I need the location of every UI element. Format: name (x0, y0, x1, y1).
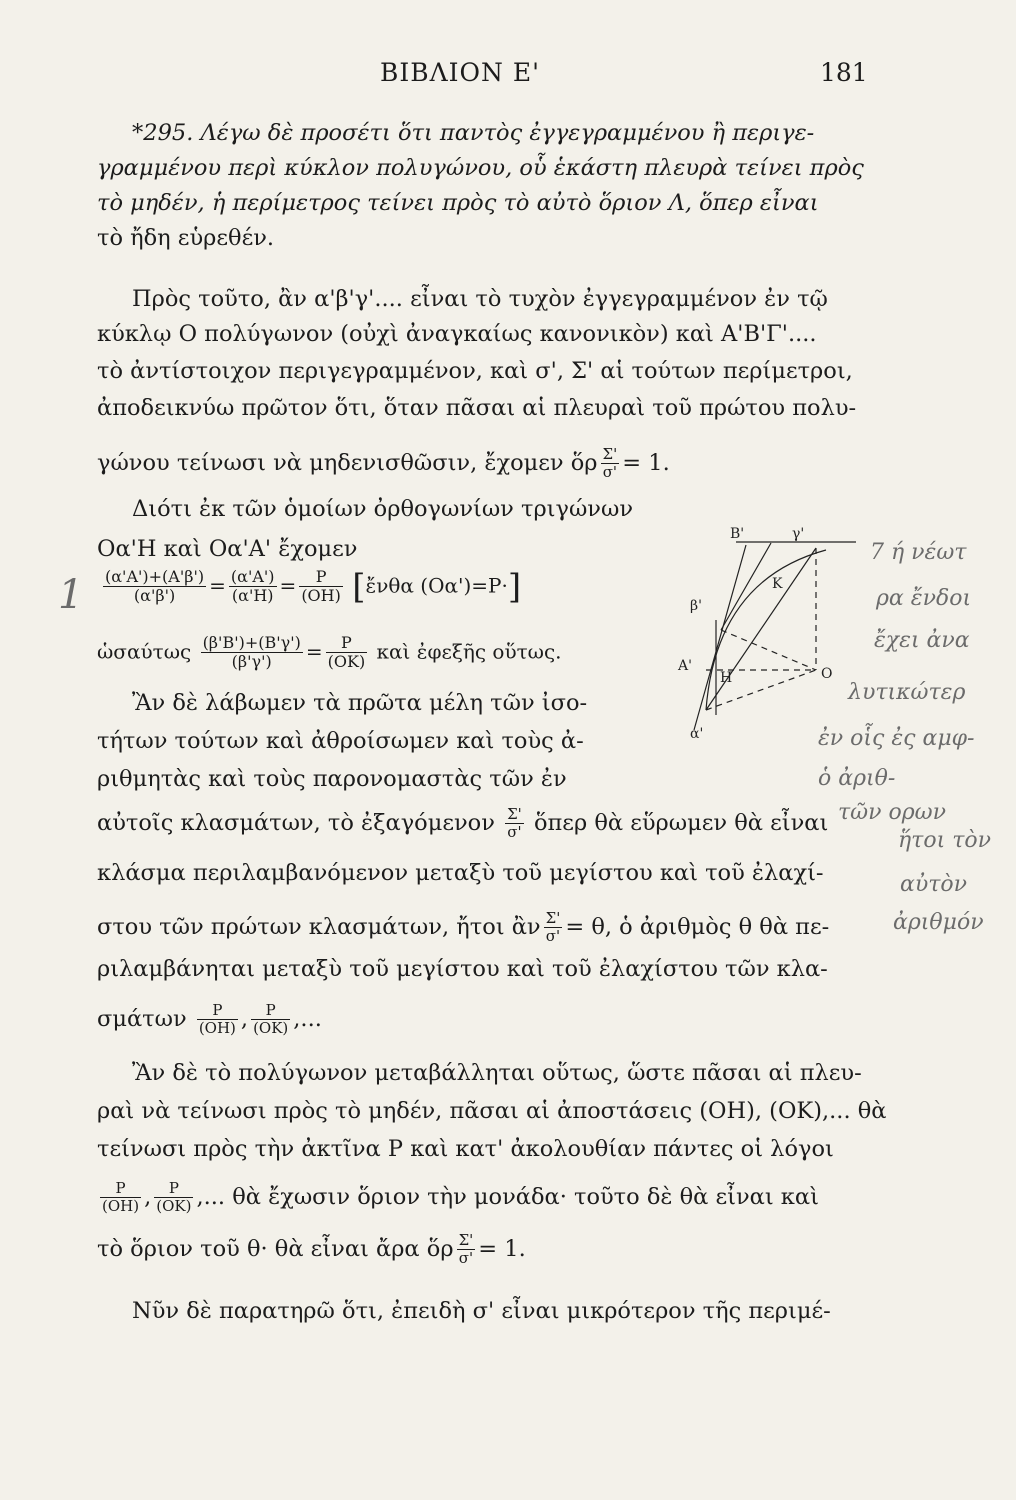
text-span: στου τῶν πρώτων κλασμάτων, ἤτοι ἂν (97, 913, 541, 940)
fraction-S-over-s (457, 1232, 476, 1268)
text-line: τείνωσι πρὸς τὴν ἀκτῖνα Ρ καὶ κατ' ἀκολουθίαν πάντες οἱ λόγοι (97, 1136, 834, 1162)
label-A: Α' (678, 658, 692, 674)
bracket: [ (352, 566, 366, 607)
margin-note: 1 (58, 572, 84, 618)
running-header (0, 58, 1016, 92)
numerator: (β'Β')+(Β'γ') (202, 633, 301, 652)
chapter-title: ΒΙΒΛΙΟΝ Ε' (380, 58, 540, 87)
text-span: = 1. (622, 449, 670, 476)
text-span: γώνου τείνωσι νὰ μηδενισθῶσιν, ἔχομεν ὅρ (97, 449, 598, 476)
margin-note: ἔχει ἀνα (874, 628, 970, 653)
text-line-with-fractions: $\frac{P}{(OH)}$ , $\frac{P}{(OK)}$ ,... θὰ ἔχωσιν ὅριον τὴν μονάδα· τοῦτο δὲ θὰ εἶναι καὶ (102, 1179, 819, 1216)
denominator: σ' (545, 927, 561, 946)
denominator: (ΟΚ) (327, 652, 366, 672)
theorem-line-3: τὸ μηδέν, ἡ περίμετρος τείνει πρὸς τὸ αὐτὸ ὅριον Λ, ὅπερ εἶναι (97, 190, 819, 216)
numerator: Σ' (545, 909, 561, 927)
text-span: ὅπερ θὰ εὕρωμεν θὰ εἶναι (533, 809, 829, 836)
margin-note: λυτικώτερ (848, 680, 966, 705)
text-line: Πρὸς τοῦτο, ἂν α'β'γ'.... εἶναι τὸ τυχὸν ἐγγεγραμμένον ἐν τῷ (132, 286, 828, 312)
text-line-with-limit (97, 1232, 526, 1268)
text-line: ριθμητὰς καὶ τοὺς παρονομαστὰς τῶν ἐν (97, 766, 567, 792)
denominator: (ΟΗ) (102, 1197, 140, 1216)
text-span: ὡσαύτως (97, 639, 192, 664)
numerator: Σ' (458, 1231, 474, 1249)
label-H: Η (720, 670, 733, 686)
text-span: τὸ ὅριον τοῦ θ· θὰ εἶναι ἄρα ὅρ (97, 1235, 454, 1262)
theorem-line-1: *295. Λέγω δὲ προσέτι ὅτι παντὸς ἐγγεγραμμένου ἢ περιγε- (132, 120, 815, 146)
numerator: Ρ (326, 634, 368, 653)
fraction-P-over-OH (100, 1180, 141, 1216)
label-b: β' (690, 598, 702, 614)
text-line-with-limit (97, 446, 670, 482)
text-line: ριλαμβάνηται μεταξὺ τοῦ μεγίστου καὶ τοῦ ἐλαχίστου τῶν κλα- (97, 956, 828, 982)
text-line: τήτων τούτων καὶ ἀθροίσωμεν καὶ τοὺς ἀ- (97, 728, 584, 754)
theorem-line-4: τὸ ἤδη εὑρεθέν. (97, 225, 275, 251)
text-line: Νῦν δὲ παρατηρῶ ὅτι, ἐπειδὴ σ' εἶναι μικρότερον τῆς περιμέ- (132, 1298, 831, 1324)
margin-note: 7 ή νέωτ (870, 540, 967, 565)
equation-1: $\frac{(\alpha'A')+(A'\beta')}{(\alpha'\beta')}$ = $\frac{(\alpha'A')}{(\alpha'H)}$ = $\frac{P}{(OH)}$ [ἔνθα (Οα')=Ρ·] (105, 566, 522, 607)
margin-note: ἐν οἷς ἐς αμφ- (818, 726, 975, 751)
tangent-line-left (694, 545, 746, 730)
fraction-S-over-s (544, 910, 563, 946)
text-line: Ἂν δὲ λάβωμεν τὰ πρῶτα μέλη τῶν ἰσο- (132, 690, 588, 716)
text-line-with-fraction (97, 910, 829, 946)
fraction-S-over-s (505, 806, 524, 842)
text-span: σμάτων (97, 1005, 187, 1032)
text-span: = 1. (478, 1235, 526, 1262)
text-span: καὶ ἐφεξῆς οὕτως. (376, 639, 562, 664)
denominator: (α'Η) (231, 586, 274, 606)
denominator: σ' (458, 1249, 474, 1268)
page-number: 181 (820, 58, 868, 87)
margin-note: ἥτοι τὸν (898, 828, 992, 853)
label-O: Ο (821, 666, 833, 682)
fraction-P-over-OH (197, 1002, 238, 1038)
circle-arc (706, 550, 826, 710)
numerator: Σ' (602, 445, 618, 463)
text-line: Διότι ἐκ τῶν ὁμοίων ὀρθογωνίων τριγώνων (132, 496, 633, 522)
label-g: γ' (792, 526, 805, 542)
text-line-with-fraction (97, 806, 828, 842)
text-span: = θ, ὁ ἀριθμὸς θ θὰ πε- (565, 913, 830, 940)
fraction (201, 634, 303, 672)
numerator: Σ' (507, 805, 522, 823)
label-a: α' (690, 726, 704, 742)
text-line: Ἂν δὲ τὸ πολύγωνον μεταβάλληται οὕτως, ὥστε πᾶσαι αἱ πλευ- (132, 1060, 862, 1086)
denominator: σ' (602, 463, 618, 482)
line-b-O (721, 630, 816, 670)
text-span: αὐτοῖς κλασμάτων, τὸ ἐξαγόμενον (97, 809, 495, 836)
fraction-P-over-OK (154, 1180, 193, 1216)
numerator: (α'Α')+(Α'β') (105, 567, 205, 586)
denominator: (ΟΗ) (198, 1019, 236, 1038)
denominator: (ΟΚ) (253, 1019, 289, 1038)
numerator: Ρ (154, 1180, 193, 1198)
bracket: ] (507, 566, 522, 607)
numerator: Ρ (251, 1002, 290, 1020)
denominator: (β'γ') (231, 652, 272, 672)
text-line: κύκλῳ Ο πολύγωνον (οὐχὶ ἀναγκαίως κανονικὸν) καὶ Α'Β'Γ'.... (97, 321, 817, 347)
text-line: Οα'Η καὶ Οα'Α' ἔχομεν (97, 536, 358, 562)
text-line: τὸ ἀντίστοιχον περιγεγραμμένον, καὶ σ', Σ' αἱ τούτων περίμετροι, (97, 358, 853, 384)
equation-2: ὡσαύτως $\frac{(\beta'B')+(B'\gamma')}{(\beta'\gamma')}$ = $\frac{P}{(OK)}$ καὶ ἐφεξῆς οὕτως. (97, 633, 562, 672)
text-span: ,... θὰ ἔχωσιν ὅριον τὴν μονάδα· τοῦτο δὲ θὰ εἶναι καὶ (196, 1183, 819, 1210)
denominator: σ' (507, 823, 522, 842)
label-K: Κ (772, 576, 783, 592)
theorem-line-2: γραμμένου περὶ κύκλον πολυγώνου, οὗ ἑκάστη πλευρὰ τείνει πρὸς (97, 155, 864, 181)
text-span: ,... (293, 1005, 322, 1032)
fraction (326, 634, 368, 672)
equation-note: ἔνθα (Οα')=Ρ· (365, 573, 508, 598)
chord-b-g (721, 543, 771, 630)
fraction-S-over-s (601, 446, 620, 482)
text-line-with-fractions: σμάτων $\frac{P}{(OH)}$ , $\frac{P}{(OK)}$ ,... (97, 1001, 322, 1038)
fraction (299, 568, 343, 606)
numerator: (α'Α') (230, 567, 275, 586)
numerator: Ρ (299, 568, 343, 587)
fraction (103, 568, 206, 606)
fraction (229, 568, 277, 606)
denominator: (α'β') (133, 586, 176, 606)
numerator: Ρ (100, 1180, 141, 1198)
numerator: Ρ (197, 1002, 238, 1020)
denominator: (ΟΗ) (301, 586, 341, 606)
fraction-P-over-OK (251, 1002, 290, 1038)
margin-note: ἀριθμόν (893, 910, 984, 935)
denominator: (ΟΚ) (156, 1197, 192, 1216)
text-line: κλάσμα περιλαμβανόμενον μεταξὺ τοῦ μεγίστου καὶ τοῦ ἐλαχί- (97, 860, 824, 886)
margin-note: αὐτὸν (900, 872, 968, 897)
text-line: ἀποδεικνύω πρῶτον ὅτι, ὅταν πᾶσαι αἱ πλευραὶ τοῦ πρώτου πολυ- (97, 395, 857, 421)
margin-note: ρα ἔνδοι (876, 586, 972, 611)
margin-note: τῶν ορων (838, 800, 946, 825)
label-B: Β' (730, 526, 745, 542)
text-line: ραὶ νὰ τείνωσι πρὸς τὸ μηδέν, πᾶσαι αἱ ἀποστάσεις (ΟΗ), (ΟΚ),... θὰ (97, 1098, 887, 1124)
margin-note: ὁ ἀριθ- (818, 766, 896, 791)
